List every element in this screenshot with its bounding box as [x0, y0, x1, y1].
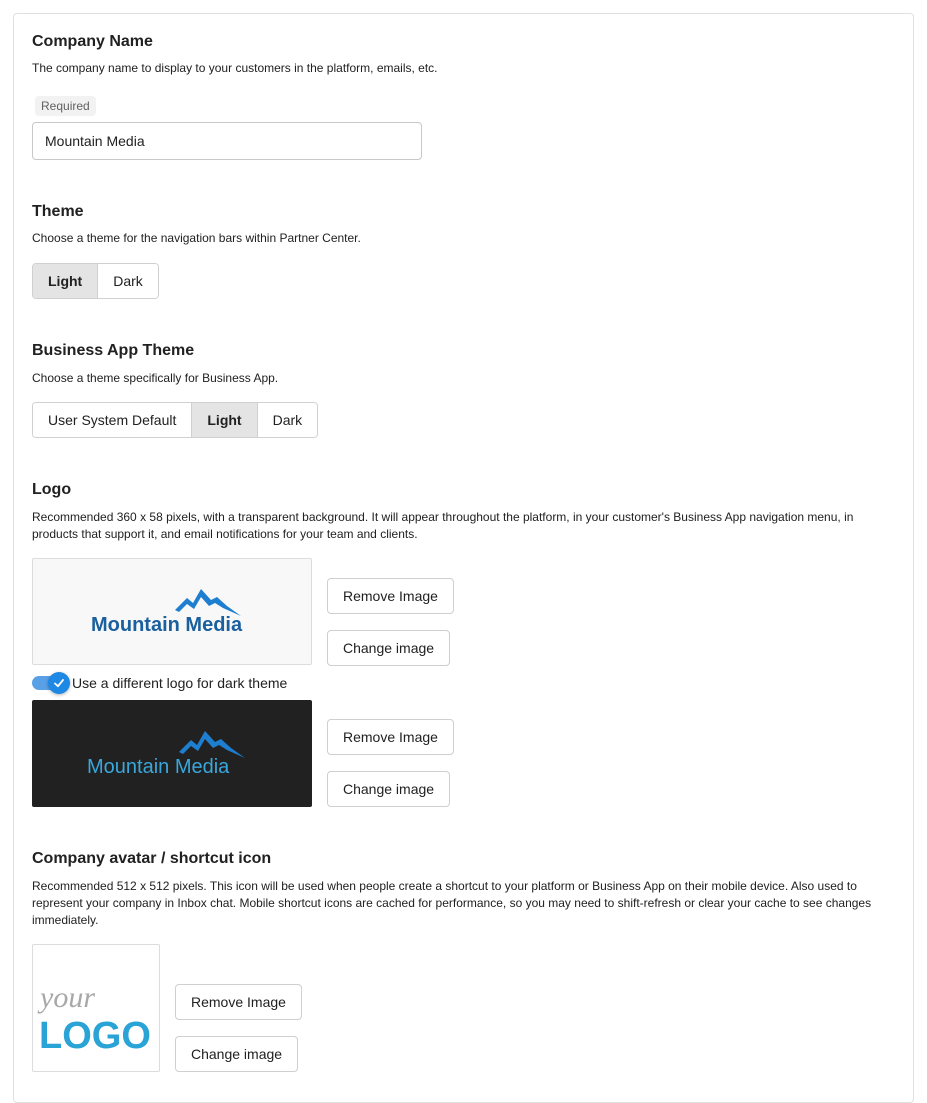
check-icon	[48, 672, 70, 694]
logo-preview-dark	[32, 700, 312, 807]
company-name-description: The company name to display to your customers in the platform, emails, etc.	[32, 61, 438, 75]
theme-description: Choose a theme for the navigation bars within Partner Center.	[32, 231, 361, 245]
change-logo-button[interactable]: Change image	[327, 630, 450, 666]
business-app-theme-option-system-default[interactable]: User System Default	[33, 403, 192, 437]
theme-option-dark[interactable]: Dark	[98, 264, 158, 298]
business-app-theme-description: Choose a theme specifically for Business App.	[32, 371, 279, 385]
avatar-description: Recommended 512 x 512 pixels. This icon will be used when people create a shortcut to your platform or Business App on their mobile device. Also used to represent your company in Inbox chat. Mobile shortcut icons are cached for performance, so you may need to shift-refresh or clear your cache to see changes immediately.	[32, 879, 872, 927]
logo-description: Recommended 360 x 58 pixels, with a transparent background. It will appear throughout the platform, in your customer's Business App navigation menu, in products that support it, and email notifications for your team and clients.	[32, 510, 854, 541]
change-dark-logo-button[interactable]: Change image	[327, 771, 450, 807]
dark-logo-toggle-row	[32, 672, 287, 694]
theme-option-light[interactable]: Light	[33, 264, 98, 298]
change-avatar-button[interactable]: Change image	[175, 1036, 298, 1072]
remove-dark-logo-button[interactable]: Remove Image	[327, 719, 454, 755]
dark-logo-toggle-label: Use a different logo for dark theme	[72, 675, 288, 691]
logo-title: Logo	[32, 481, 72, 498]
remove-avatar-button[interactable]: Remove Image	[175, 984, 302, 1020]
business-app-theme-option-light[interactable]: Light	[192, 403, 257, 437]
dark-logo-toggle[interactable]	[32, 676, 68, 690]
logo-preview-light	[32, 558, 312, 665]
business-app-theme-title: Business App Theme	[32, 342, 195, 359]
logo-text-dark: Mountain Media	[87, 755, 230, 778]
theme-title: Theme	[32, 203, 84, 220]
remove-logo-button[interactable]: Remove Image	[327, 578, 454, 614]
mountain-media-logo-light	[87, 586, 257, 638]
your-logo-placeholder-image	[33, 945, 159, 1071]
company-name-input[interactable]	[32, 122, 422, 160]
logo-text-light: Mountain Media	[91, 613, 243, 636]
mountain-media-logo-dark	[83, 728, 261, 780]
branding-settings-card	[13, 13, 914, 1103]
required-badge: Required	[35, 96, 96, 116]
business-app-theme-toggle-group	[32, 402, 318, 438]
company-name-title: Company Name	[32, 33, 153, 50]
business-app-theme-option-dark[interactable]: Dark	[258, 403, 318, 437]
placeholder-text-bottom: LOGO	[39, 1015, 151, 1057]
placeholder-text-top: your	[40, 981, 95, 1014]
avatar-preview	[32, 944, 160, 1072]
avatar-title: Company avatar / shortcut icon	[32, 850, 272, 867]
theme-toggle-group	[32, 263, 159, 299]
